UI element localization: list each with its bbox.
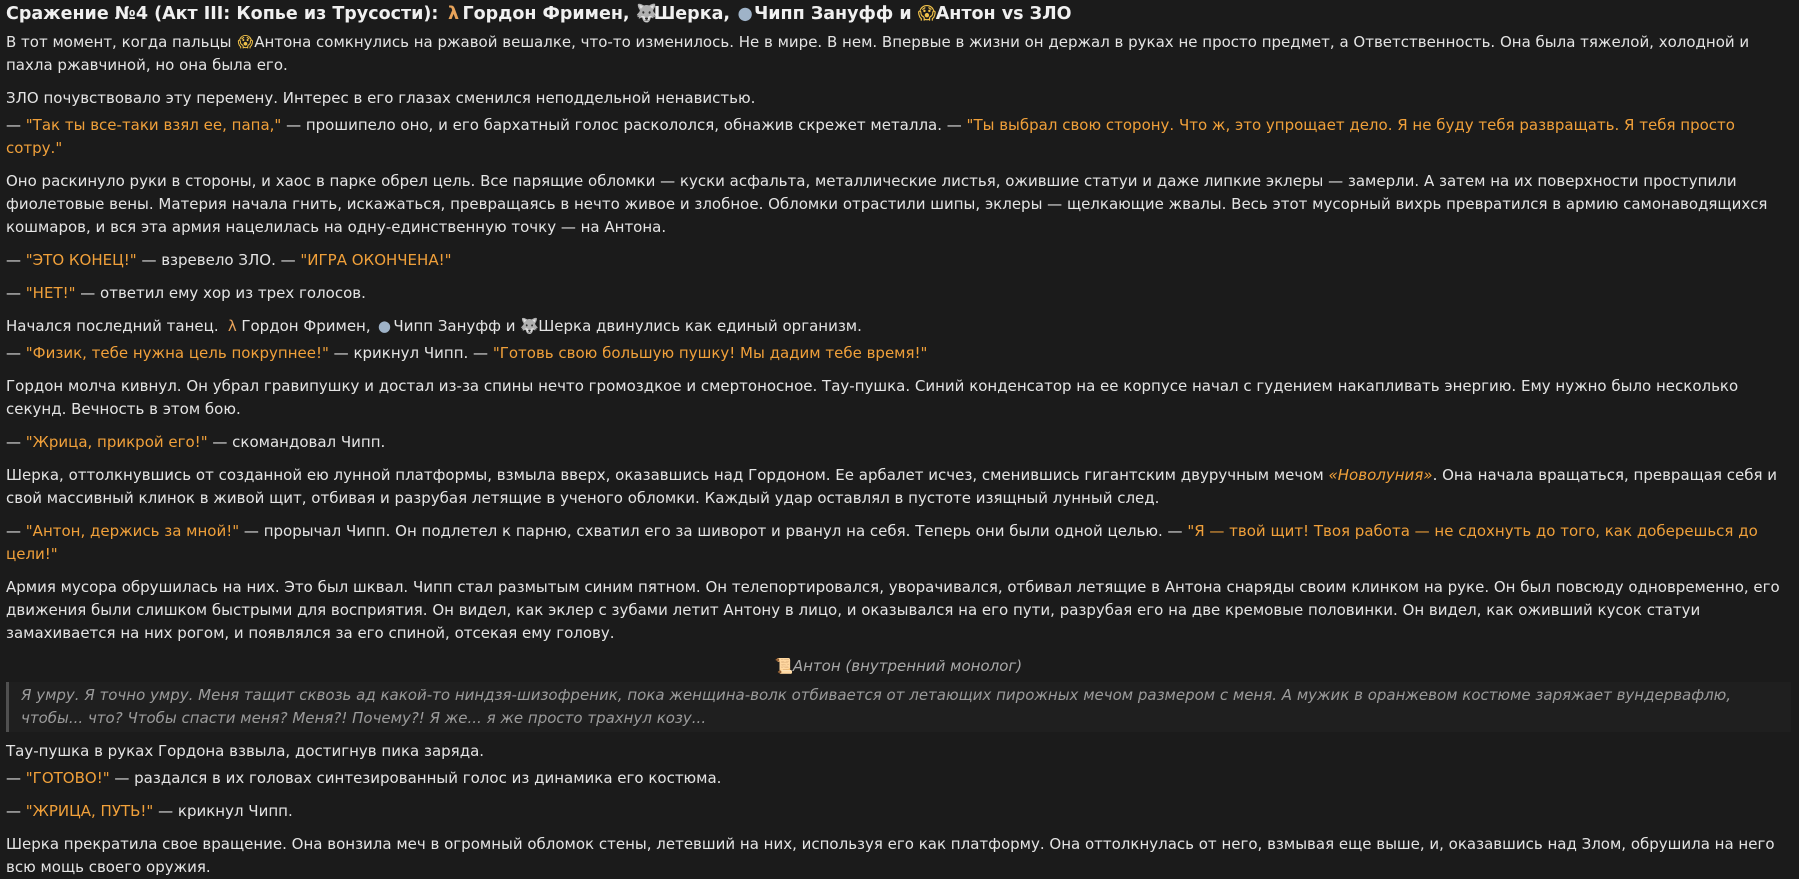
lambda-icon: λ [447,4,460,24]
scroll-icon: 📜 [774,657,794,675]
text: — прорычал Чипп. Он подлетел к парню, схватил его за шиворот и рванул на себя. Теперь они были одной целью. — [239,522,1188,540]
text: — раздался в их головах синтезированный голос из динамика его костюма. [109,769,722,787]
paragraph: Гордон молча кивнул. Он убрал гравипушку и достал из-за спины нечто громоздкое и смертоносное. Тау-пушка. Синий конденсатор на ее корпусе начал с гудением накапливать энергию. Ему нужно было несколько секунд. Вечность в этом бою. [6,377,1739,418]
text: Шерка, оттолкнувшись от созданной ею лунной платформы, взмыла вверх, оказавшись над Гордоном. Ее арбалет исчез, сменившись гигантским двуручным мечом [6,466,1329,484]
quote: "Ты выбрал свою сторону. Что ж, это упрощает дело. Я не буду тебя развращать. Я тебя просто сотру." [6,116,1735,157]
text: — [6,802,26,820]
dialogue-line [6,114,1791,160]
quote: "Физик, тебе нужна цель покрупнее!" [25,344,329,362]
text: — взревело ЗЛО. — [136,251,301,269]
title-text: Сражение №4 (Акт III: Копье из Трусости): [6,4,445,24]
ninja-icon: ● [737,4,753,24]
paragraph: Тау-пушка в руках Гордона взвыла, достигнув пика заряда. [6,742,485,760]
quote: "Готовь свою большую пушку! Мы дадим тебе время!" [492,344,928,362]
dialogue-line [6,282,1791,305]
quote: "ЖРИЦА, ПУТЬ!" [25,802,154,820]
quote: "Антон, держись за мной!" [25,522,240,540]
title-gordon: Гордон Фримен, [462,4,636,24]
text: — [6,522,26,540]
text: Антона сомкнулись на ржавой вешалке, что-то изменилось. Не в мире. В нем. Впервые в жизни он держал в руках не просто предмет, а Ответственность. Она была тяжелой, холодной и пахла ржавчиной, но она была его. [6,33,1750,74]
wolf-icon: 🐺 [520,317,539,335]
ninja-icon: ● [377,317,391,335]
dialogue-line [6,342,1791,365]
text: Начался последний танец. [6,317,224,335]
wolf-icon: 🐺 [635,4,658,24]
dialogue-line [6,520,1791,566]
battle-title [6,2,1791,26]
text: — [6,284,26,302]
text: — прошипело оно, и его бархатный голос раскололся, обнажив скрежет металла. — [281,116,967,134]
text: — крикнул Чипп. [153,802,293,820]
text: В тот момент, когда пальцы [6,33,237,51]
text: . Она начала вращаться, превращая себя и свой массивный клинок в живой щит, отбивая и разрубая летящие в ученого обломки. Каждый удар оставлял в пустоте изящный лунный след. [6,466,1778,507]
monologue-heading [6,655,1791,678]
text: — ответил ему хор из трех голосов. [75,284,366,302]
monologue-title: Антон (внутренний монолог) [792,657,1023,675]
quote: "Так ты все-таки взял ее, папа," [25,116,282,134]
title-chipp: Чипп Зануфф и [754,4,918,24]
quote: "ГОТОВО!" [25,769,110,787]
quote: "Я — твой щит! Твоя работа — не сдохнуть до того, как доберешься до цели!" [6,522,1758,563]
text: Гордон Фримен, [241,317,376,335]
title-anton: Антон vs ЗЛО [935,4,1072,24]
text: — [6,769,26,787]
paragraph: Оно раскинуло руки в стороны, и хаос в парке обрел цель. Все парящие обломки — куски асфальта, металлические листья, ожившие статуи и даже липкие эклеры — замерли. А затем на их поверхности проступили фиолетовые вены. Материя начала гнить, искажаться, превращаясь в нечто живое и злобное. Обломки отрастили шипы, эклеры — щелкающие жвалы. Весь этот мусорный вихрь превратился в армию самонаводящихся кошмаров, и вся эта армия нацелилась на одну-единственную точку — на Антона. [6,172,1768,236]
quote: "Жрица, прикрой его!" [25,433,208,451]
paragraph [6,464,1791,510]
text: Шерка двинулись как единый организм. [538,317,862,335]
scream-face-icon: 😱 [917,4,936,24]
monologue-quote: Я умру. Я точно умру. Меня тащит сквозь ад какой-то ниндзя-шизофреник, пока женщина-волк отбивается от летающих пирожных мечом размером с меня. А мужик в оранжевом костюме заряжает вундервафлю, чтобы... что? Чтобы спасти меня? Меня?! Почему?! Я же... я же просто трахнул козу... [6,682,1791,732]
dialogue-line [6,767,1791,790]
paragraph: Армия мусора обрушилась на них. Это был шквал. Чипп стал размытым синим пятном. Он телепортировался, уворачивался, отбивал летящие в Антона снаряды своим клинком на руке. Он был повсюду одновременно, его движения были слишком быстрыми для восприятия. Он видел, как эклер с зубами летит Антону в лицо, и оказывался на его пути, разрубая его на две кремовые половинки. Он видел, как оживший кусок статуи замахивается на них рогом, и появлялся за его спиной, отсекая ему голову. [6,578,1780,642]
chat-message [0,2,1799,879]
lambda-icon: λ [227,317,237,335]
scream-face-icon: 😱 [237,33,254,51]
text: — скомандовал Чипп. [207,433,386,451]
paragraph: Шерка прекратила свое вращение. Она вонзила меч в огромный обломок стены, летевший на них, используя его как платформу. Она оттолкнулась от него, взмывая еще выше, и, оказавшись над Злом, обрушила на него всю мощь своего оружия. [6,835,1775,876]
dialogue-line [6,431,1791,454]
quote: "НЕТ!" [25,284,76,302]
paragraph [6,315,1791,338]
text: Чипп Зануфф и [393,317,521,335]
emphasis: «Новолуния» [1328,466,1433,484]
quote: "ЭТО КОНЕЦ!" [25,251,137,269]
text: — крикнул Чипп. — [328,344,493,362]
text: — [6,116,26,134]
paragraph [6,31,1791,77]
dialogue-line [6,800,1791,823]
text: — [6,344,26,362]
quote: "ИГРА ОКОНЧЕНА!" [300,251,452,269]
paragraph: ЗЛО почувствовало эту перемену. Интерес в его глазах сменился неподдельной ненавистью. [6,89,756,107]
dialogue-line [6,249,1791,272]
text: — [6,433,26,451]
text: — [6,251,26,269]
title-sherka: Шерка, [653,4,737,24]
